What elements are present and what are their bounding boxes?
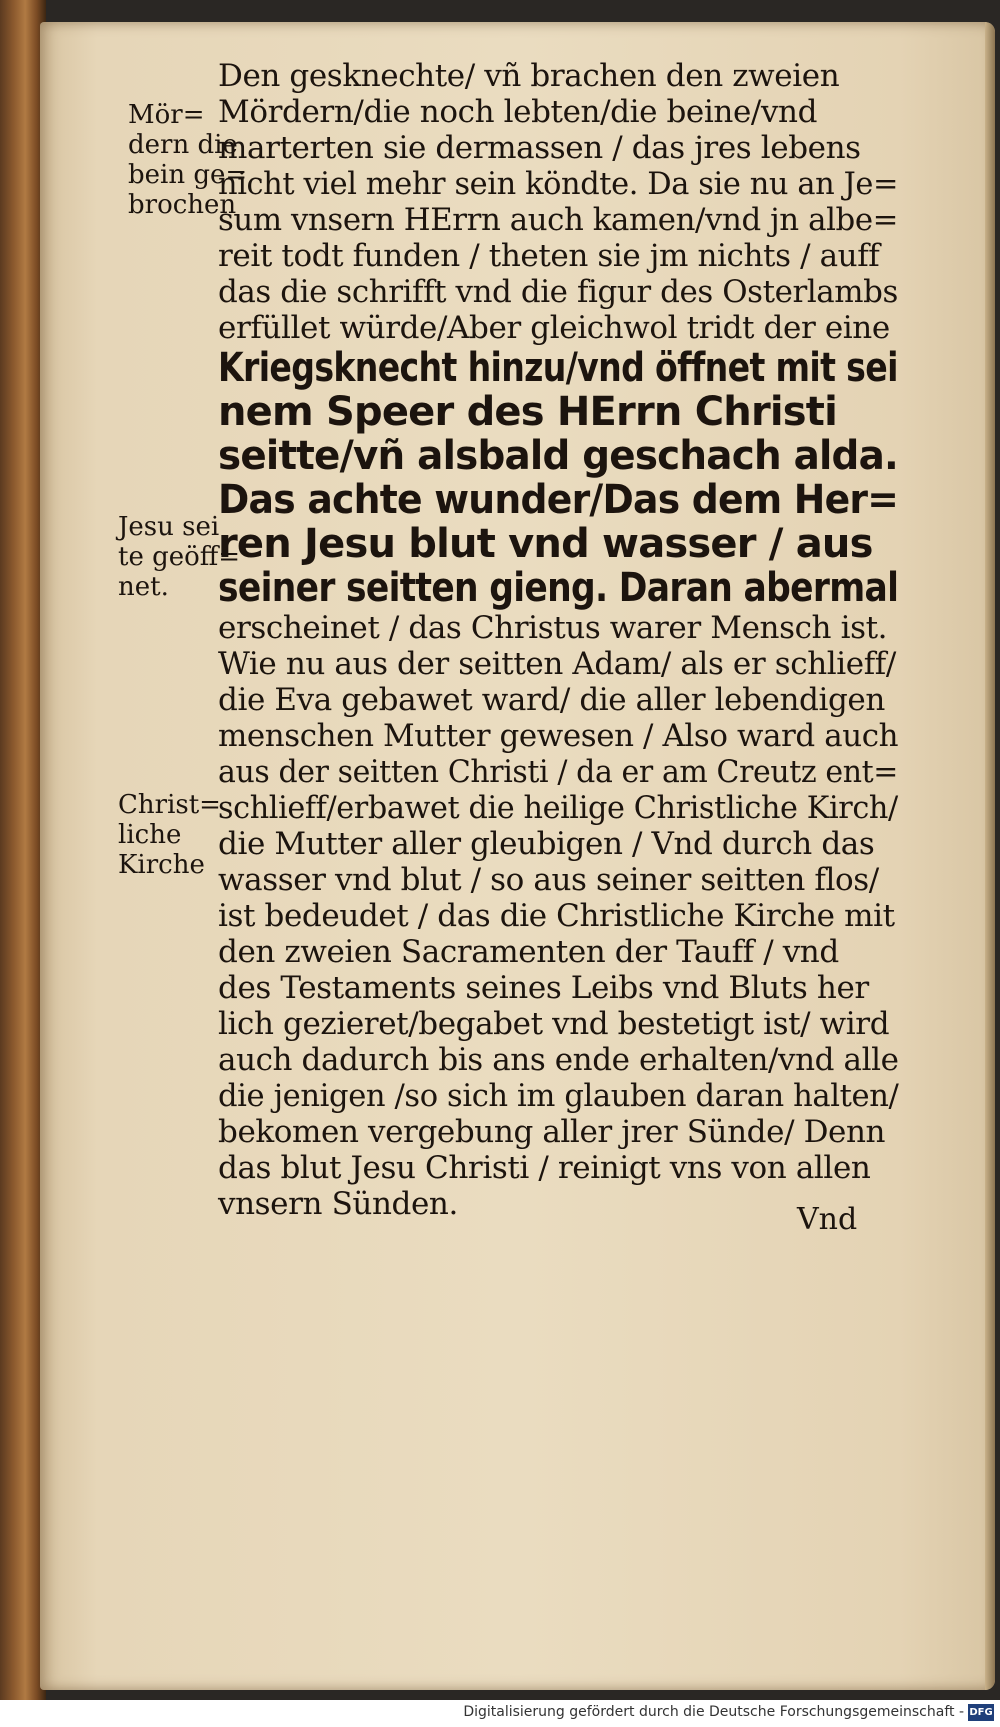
margin-note-line: dern die — [128, 130, 238, 160]
text-line: nem Speer des HErrn Christi — [218, 389, 838, 435]
margin-note-3 — [118, 790, 221, 880]
text-line: aus der seitten Christi / da er am Creutz ent= — [218, 754, 899, 790]
text-line: den zweien Sacramenten der Tauff / vnd — [218, 934, 839, 970]
catchword: Vnd — [797, 1202, 858, 1237]
text-line: wasser vnd blut / so aus seiner seitten flos/ — [218, 862, 879, 898]
margin-note-2 — [118, 512, 240, 602]
footer-credit: Digitalisierung gefördert durch die Deutsche Forschungsgemeinschaft - — [463, 1704, 964, 1720]
text-line: bekomen vergebung aller jrer Sünde/ Denn — [218, 1114, 886, 1150]
text-line: menschen Mutter gewesen / Also ward auch — [218, 718, 899, 754]
text-line: des Testaments seines Leibs vnd Bluts her — [218, 970, 869, 1006]
text-line: erfüllet würde/Aber gleichwol tridt der eine — [218, 310, 890, 346]
text-line: seiner seitten gieng. Daran abermal — [218, 565, 899, 611]
margin-note-line: brochen — [128, 190, 237, 220]
margin-note-line: te geöff= — [118, 542, 241, 572]
margin-note-line: bein ge= — [128, 160, 248, 190]
footer-bar — [0, 1700, 1000, 1727]
text-line: vnsern Sünden. — [218, 1186, 458, 1222]
margin-note-line: Mör= — [128, 100, 205, 130]
text-line: auch dadurch bis ans ende erhalten/vnd alle — [218, 1042, 899, 1078]
text-line: die jenigen /so sich im glauben daran halten/ — [218, 1078, 899, 1114]
text-line: sum vnsern HErrn auch kamen/vnd jn albe= — [218, 202, 899, 238]
text-line: Das achte wunder/Das dem Her= — [218, 477, 899, 523]
text-line: das blut Jesu Christi / reinigt vns von allen — [218, 1150, 871, 1186]
margin-note-line: Kirche — [118, 850, 205, 880]
text-line: Mördern/die noch lebten/die beine/vnd — [218, 94, 818, 130]
text-line: marterten sie dermassen / das jres lebens — [218, 130, 861, 166]
text-line: Kriegsknecht hinzu/vnd öffnet mit sei — [218, 345, 898, 391]
margin-note-line: net. — [118, 572, 169, 602]
text-line: lich gezieret/begabet vnd bestetigt ist/ wird — [218, 1006, 890, 1042]
page-edge — [985, 22, 995, 1690]
text-line: die Mutter aller gleubigen / Vnd durch das — [218, 826, 875, 862]
main-text-block — [218, 58, 898, 1222]
text-line: schlieff/erbawet die heilige Christliche Kirch/ — [218, 790, 898, 826]
margin-note-1 — [128, 100, 247, 220]
text-line: Den gesknechte/ vñ brachen den zweien — [218, 58, 840, 94]
text-line: ren Jesu blut vnd wasser / aus — [218, 521, 873, 567]
text-line: Wie nu aus der seitten Adam/ als er schlieff/ — [218, 646, 896, 682]
text-line: erscheinet / das Christus warer Mensch ist. — [218, 610, 888, 646]
text-line: ist bedeudet / das die Christliche Kirche mit — [218, 898, 895, 934]
margin-note-line: Christ= — [118, 790, 221, 820]
margin-note-line: liche — [118, 820, 182, 850]
text-line: seitte/vñ alsbald geschach alda. — [218, 433, 899, 479]
margin-note-line: Jesu sei — [118, 512, 220, 542]
text-line: die Eva gebawet ward/ die aller lebendigen — [218, 682, 885, 718]
text-line: reit todt funden / theten sie jm nichts / auff — [218, 238, 880, 274]
text-line: nicht viel mehr sein köndte. Da sie nu an Je= — [218, 166, 899, 202]
dfg-logo: DFG — [968, 1704, 994, 1721]
text-line: das die schrifft vnd die figur des Osterlambs — [218, 274, 899, 310]
